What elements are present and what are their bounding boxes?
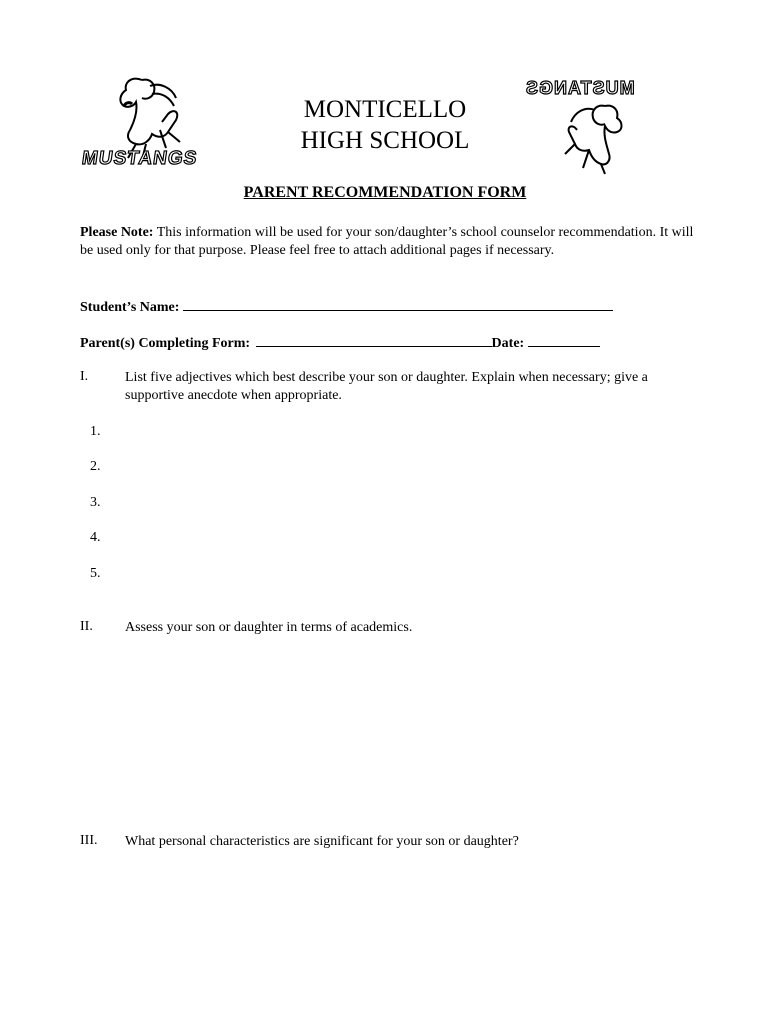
note-paragraph	[80, 224, 700, 260]
question-2-text: Assess your son or daughter in terms of academics.	[125, 620, 413, 635]
question-3-text: What personal characteristics are significant for your son or daughter?	[125, 834, 519, 849]
adjective-number: 3.	[90, 495, 101, 510]
date-label: Date:	[491, 336, 525, 351]
parent-name-field[interactable]	[256, 333, 492, 347]
mustang-logo-right	[525, 76, 665, 176]
adjective-number: 2.	[90, 459, 101, 474]
question-1-text: List five adjectives which best describe your son or daughter. Explain when necessary; give a supportive anecdote when appropriate.	[125, 370, 648, 403]
adjective-number: 1.	[90, 424, 101, 439]
logo-left-text: MUSTANGS	[80, 148, 199, 169]
school-title-line1: MONTICELLO	[303, 96, 467, 123]
school-title	[270, 94, 500, 156]
logo-right-text: MUSTANGS	[525, 78, 635, 98]
form-title: PARENT RECOMMENDATION FORM	[243, 184, 527, 201]
adjective-number: 5.	[90, 566, 101, 581]
date-field[interactable]	[528, 333, 600, 347]
note-label: Please Note:	[80, 225, 154, 240]
parent-row	[80, 333, 600, 352]
question-2-number: II.	[80, 619, 93, 634]
mustang-logo-left	[80, 72, 230, 177]
student-name-row	[80, 297, 613, 316]
school-title-line2: HIGH SCHOOL	[300, 127, 470, 154]
horse-icon	[525, 76, 665, 176]
note-text: This information will be used for your son/daughter’s school counselor recommendation. It will be used only for that purpose. Please feel free to attach additional pages if necessary.	[80, 225, 694, 258]
student-name-field[interactable]	[183, 297, 613, 311]
adjective-number: 4.	[90, 530, 101, 545]
question-1-number: I.	[80, 369, 89, 384]
parent-label: Parent(s) Completing Form:	[80, 336, 251, 351]
student-name-label: Student’s Name:	[80, 300, 180, 315]
question-3-number: III.	[80, 833, 98, 848]
